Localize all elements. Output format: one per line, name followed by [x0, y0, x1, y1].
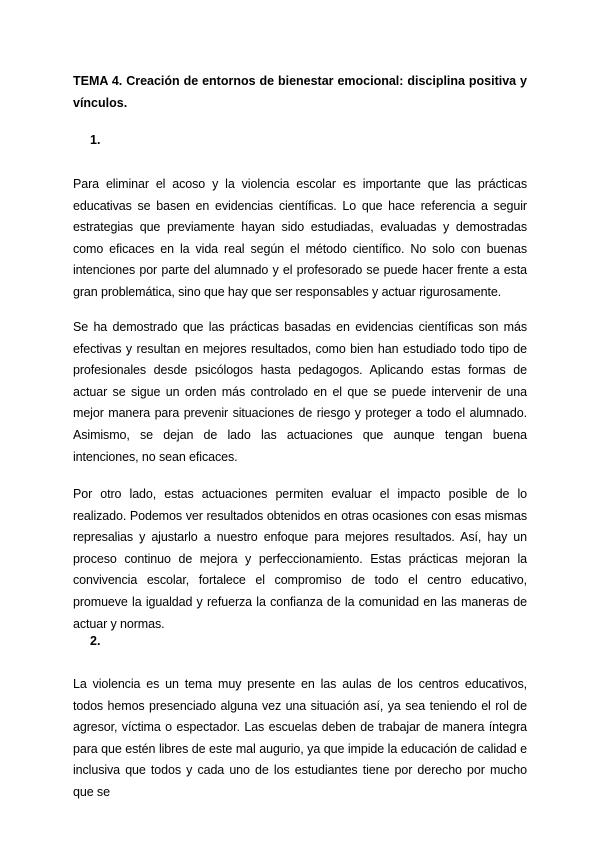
- paragraph-4: La violencia es un tema muy presente en las aulas de los centros educativos, todos hemos presenciado alguna vez una situación así, ya sea teniendo el rol de agresor, víctima o espectador. Las escuelas deben de trabajar de manera íntegra para que estén libres de este mal augurio, ya que impide la educación de calidad e inclusiva que todos y cada uno de los estudiantes tiene por derecho por mucho que se: [73, 677, 527, 799]
- section-number-1: 1.: [90, 133, 101, 147]
- paragraph-3: Por otro lado, estas actuaciones permiten evaluar el impacto posible de lo realizado. Podemos ver resultados obtenidos en otras ocasiones con esas mismas represalias y ajustarlo a nuestro enfoque para mejores resultados. Así, hay un proceso continuo de mejora y perfeccionamiento. Estas prácticas mejoran la convivencia escolar, fortalece el compromiso de todo el centro educativo, promueve la igualdad y refuerza la confianza de la comunidad en las maneras de actuar y normas.: [73, 487, 527, 631]
- section-number-2: 2.: [90, 634, 101, 648]
- document-title: TEMA 4. Creación de entornos de bienestar emocional: disciplina positiva y vínculos.: [73, 74, 527, 110]
- paragraph-1: Para eliminar el acoso y la violencia escolar es importante que las prácticas educativas se basen en evidencias científicas. Lo que hace referencia a seguir estrategias que previamente hayan sido estudiadas, evaluadas y demostradas como eficaces en la vida real según el método científico. No solo con buenas intenciones por parte del alumnado y el profesorado se puede hacer frente a esta gran problemática, sino que hay que ser responsables y actuar rigurosamente.: [73, 177, 527, 299]
- paragraph-2: Se ha demostrado que las prácticas basadas en evidencias científicas son más efectivas y resultan en mejores resultados, como bien han estudiado todo tipo de profesionales desde psicólogos hasta pedagogos. Aplicando estas formas de actuar se sigue un orden más controlado en el que se puede intervenir de una mejor manera para prevenir situaciones de riesgo y proteger a todo el alumnado. Asimismo, se dejan de lado las actuaciones que aunque tengan buena intenciones, no sean eficaces.: [73, 320, 527, 464]
